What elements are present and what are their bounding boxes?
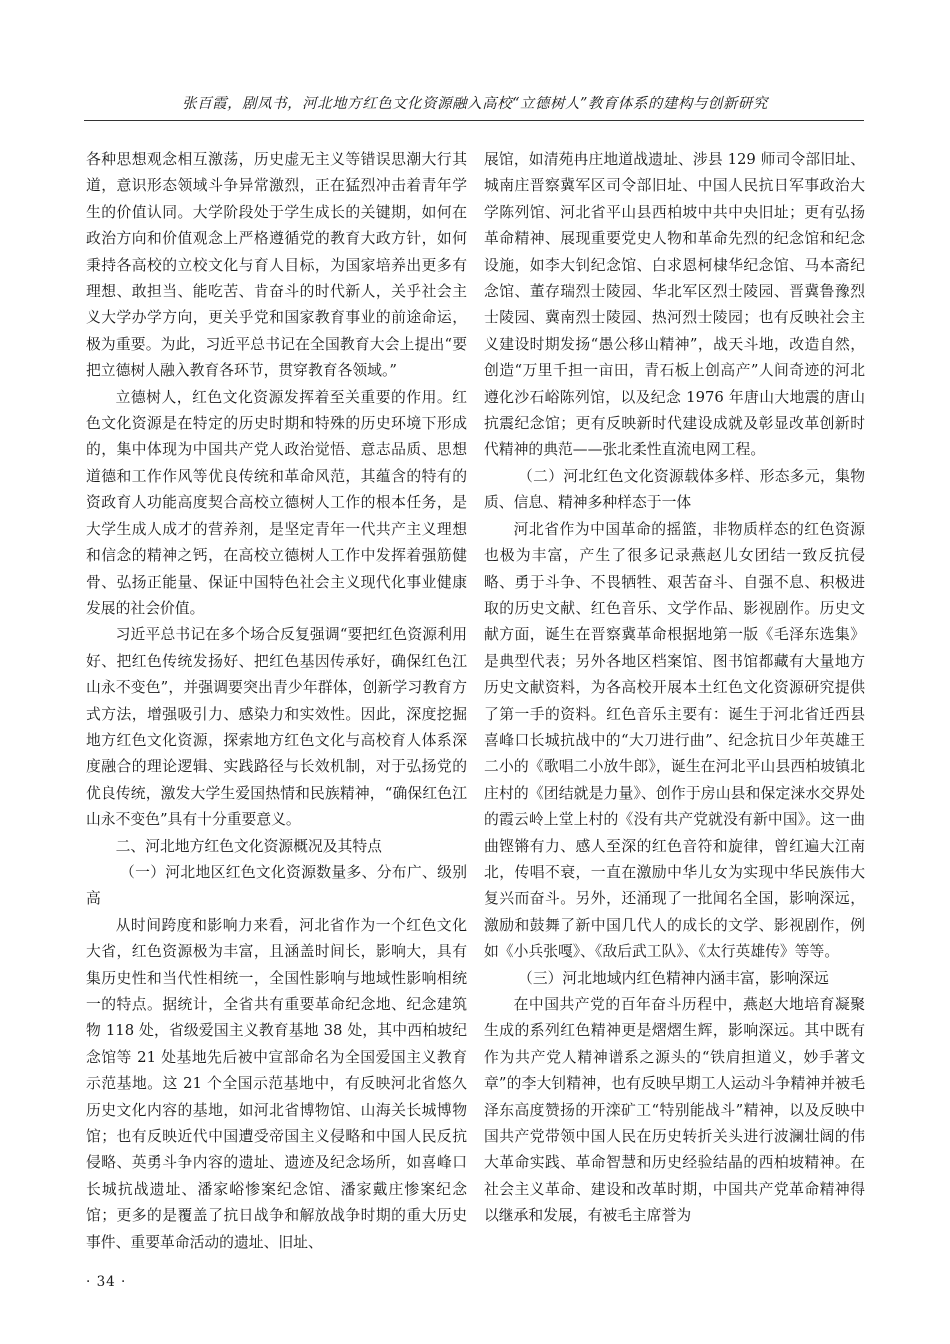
section-heading: 二、河北地方红色文化资源概况及其特点 xyxy=(115,837,382,855)
left-column xyxy=(86,147,467,1256)
running-header: 张百霞，剧凤书，河北地方红色文化资源融入高校“立德树人”教育体系的建构与创新研究 xyxy=(182,96,768,112)
paragraph: 展馆，如清苑冉庄地道战遗址、涉县 129 师司令部旧址、城南庄晋察冀军区司令部旧址、中国人民抗日军事政治大学陈列馆、河北省平山县西柏坡中共中央旧址；更有弘扬革命精神、展现重要党史人物和革命先烈的纪念馆和纪念设施，如李大钊纪念馆、白求恩柯棣华纪念馆、马本斋纪念馆、董存瑞烈士陵园、华北军区烈士陵园、晋冀鲁豫烈士陵园、冀南烈士陵园、热河烈士陵园；也有反映社会主义建设时期发扬“愚公移山精神”，战天斗地，改造自然，创造“万里千担一亩田，青石板上创高产”人间奇迹的河北遵化沙石峪陈列馆，以及纪念 1976 年唐山大地震的唐山抗震纪念馆；更有反映新时代建设成就及彰显改革创新时代精神的典范——张北柔性直流电网工程。 xyxy=(484,151,865,459)
paragraph: 立德树人，红色文化资源发挥着至关重要的作用。红色文化资源是在特定的历史时期和特殊的历史环境下形成的，集中体现为中国共产党人政治觉悟、意志品质、思想道德和工作作风等优良传统和革命风范，其蕴含的特有的资政育人功能高度契合高校立德树人工作的根本任务，是大学生成人成才的营养剂，是坚定青年一代共产主义理想和信念的精神之钙，在高校立德树人工作中发挥着强筋健骨、弘扬正能量、保证中国特色社会主义现代化事业健康发展的社会价值。 xyxy=(86,388,467,617)
paragraph: 在中国共产党的百年奋斗历程中，燕赵大地培育凝聚生成的系列红色精神更是熠熠生辉，影响深远。其中既有作为共产党人精神谱系之源头的“铁肩担道义，妙手著文章”的李大钊精神，也有反映早期工人运动斗争精神并被毛泽东高度赞扬的开滦矿工“特别能战斗”精神，以及反映中国共产党带领中国人民在历史转折关头进行波澜壮阔的伟大革命实践、革命智慧和历史经验结晶的西柏坡精神。在社会主义革命、建设和改革时期，中国共产党革命精神得以继承和发展，有被毛主席誉为 xyxy=(484,996,865,1225)
right-column xyxy=(484,147,865,1230)
subsection-heading: （三）河北地域内红色精神内涵丰富，影响深远 xyxy=(518,969,829,987)
paragraph: 习近平总书记在多个场合反复强调“要把红色资源利用好、把红色传统发扬好、把红色基因传承好，确保红色江山永不变色”，并强调要突出青少年群体，创新学习教育方式方法，增强吸引力、感染力和实效性。因此，深度挖掘地方红色文化资源，探索地方红色文化与高校育人体系深度融合的理论逻辑、实践路径与长效机制，对于弘扬党的优良传统，激发大学生爱国热情和民族精神，“确保红色江山永不变色”具有十分重要意义。 xyxy=(86,626,467,829)
subsection-heading: （二）河北红色文化资源载体多样、形态多元，集物质、信息、精神多种样态于一体 xyxy=(484,467,865,512)
paragraph: 从时间跨度和影响力来看，河北省作为一个红色文化大省，红色资源极为丰富，且涵盖时间长，影响大，具有集历史性和当代性相统一，全国性影响与地域性影响相统一的特点。据统计，全省共有重要革命纪念地、纪念建筑物 118 处，省级爱国主义教育基地 38 处，其中西柏坡纪念馆等 21 处基地先后被中宣部命名为全国爱国主义教育示范基地。这 21 个全国示范基地中，有反映河北省悠久历史文化内容的基地，如河北省博物馆、山海关长城博物馆；也有反映近代中国遭受帝国主义侵略和中国人民反抗侵略、英勇斗争内容的遗址、遗迹及纪念场所，如喜峰口长城抗战遗址、潘家峪惨案纪念馆、潘家戴庄惨案纪念馆；更多的是覆盖了抗日战争和解放战争时期的重大历史事件、重要革命活动的遗址、旧址、 xyxy=(86,916,467,1251)
paragraph: 河北省作为中国革命的摇篮，非物质样态的红色资源也极为丰富，产生了很多记录燕赵儿女团结一致反抗侵略、勇于斗争、不畏牺牲、艰苦奋斗、自强不息、积极进取的历史文献、红色音乐、文学作品、影视剧作。历史文献方面，诞生在晋察冀革命根据地第一版《毛泽东选集》是典型代表；另外各地区档案馆、图书馆都藏有大量地方历史文献资料，为各高校开展本土红色文化资源研究提供了第一手的资料。红色音乐主要有：诞生于河北省迁西县喜峰口长城抗战中的“大刀进行曲”、纪念抗日少年英雄王二小的《歌唱二小放牛郎》，诞生在河北平山县西柏坡镇北庄村的《团结就是力量》、创作于房山县和保定涞水交界处的霞云岭上堂上村的《没有共产党就没有新中国》。这一曲曲铿锵有力、感人至深的红色音符和旋律，曾红遍大江南北，传唱不衰，一直在激励中华儿女为实现中华民族伟大复兴而奋斗。另外，还涌现了一批闻名全国，影响深远，激励和鼓舞了新中国几代人的成长的文学、影视剧作，例如《小兵张嘎》、《敌后武工队》、《太行英雄传》等等。 xyxy=(484,520,865,961)
subsection-heading: （一）河北地区红色文化资源数量多、分布广、级别高 xyxy=(86,863,467,908)
paragraph: 各种思想观念相互激荡，历史虚无主义等错误思潮大行其道，意识形态领域斗争异常激烈，正在猛烈冲击着青年学生的价值认同。大学阶段处于学生成长的关键期，如何在政治方向和价值观念上严格遵循党的教育大政方针，如何秉持各高校的立校文化与育人目标，为国家培养出更多有理想、敢担当、能吃苦、肯奋斗的时代新人，关乎社会主义大学办学方向，更关乎党和国家教育事业的前途命运，极为重要。为此，习近平总书记在全国教育大会上提出“要把立德树人融入教育各环节，贯穿教育各领域。” xyxy=(86,151,467,380)
page-number: · 34 · xyxy=(86,1274,127,1290)
header-divider xyxy=(84,120,864,121)
